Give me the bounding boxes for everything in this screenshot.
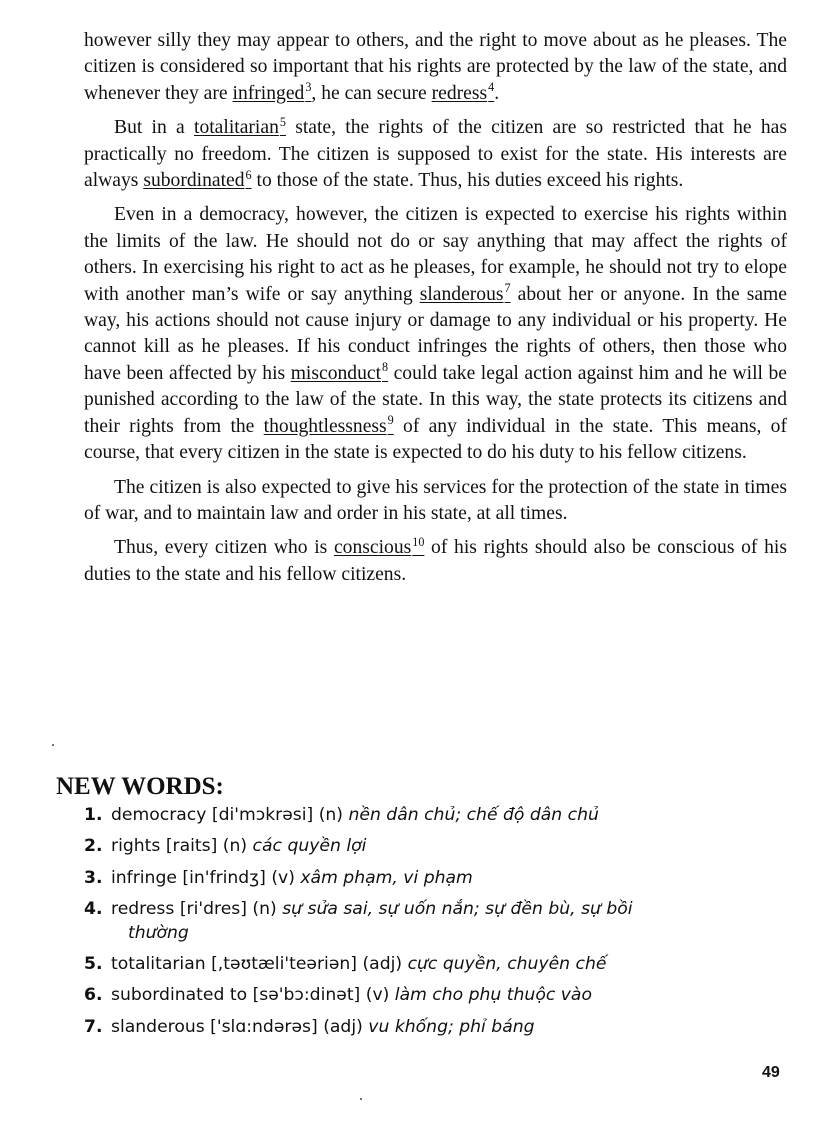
vocab-meaning: cực quyền, chuyên chế <box>407 954 607 975</box>
footnote-ref: 10 <box>412 534 425 549</box>
paragraph-2 <box>84 115 787 194</box>
text-run: Even in a democracy, however, the citizen is expected to exercise his rights within the limits of the law. He should not do or say anything that may affect the rights of others. In exercising his right to act as he pleases, for example, he should not try to elope with another man’s wife or say anything <box>84 204 787 305</box>
text-run: however silly they may appear to others, and the right to move about as he pleases. The citizen is considered so important that his rights are protected by the law of the state, and whenever they are <box>84 30 787 104</box>
text-run: . <box>494 82 500 104</box>
vocab-word: slanderous <box>111 1016 205 1037</box>
vocab-word: subordinated to <box>111 985 248 1006</box>
vocab-item <box>84 1012 784 1043</box>
vocab-meaning: sự sửa sai, sự uốn nắn; sự đền bù, sự bồi <box>282 899 633 920</box>
vocab-meaning-continued: thường <box>128 922 189 943</box>
vocab-number: 2. <box>84 836 103 857</box>
text-run: state, the rights of the citizen are so restricted that he has practically no freedom. The citizen is supposed to exist for the state. His interests are always <box>84 117 787 192</box>
vocab-item <box>84 831 784 862</box>
text-run: of his rights should also be conscious of his duties to the state and his fellow citizens. <box>84 537 787 585</box>
paragraph-3 <box>84 202 787 466</box>
text-run: Thus, every citizen who is <box>114 537 334 559</box>
vocab-word: redress <box>111 899 175 920</box>
vocab-word: democracy <box>111 805 207 825</box>
scan-speck <box>52 744 54 746</box>
vocab-part-of-speech: (adj) <box>362 954 403 975</box>
page-number: 49 <box>762 1064 780 1081</box>
vocab-word: rights <box>111 836 161 857</box>
vocab-meaning: xâm phạm, vi phạm <box>300 867 473 888</box>
vocabulary-list <box>84 800 784 1043</box>
footnote-ref: 9 <box>387 413 394 428</box>
text-run: The citizen is also expected to give his services for the protection of the state in times of war, and to maintain law and order in his state, at all times. <box>84 476 787 524</box>
footnote-ref: 4 <box>488 80 495 95</box>
vocab-part-of-speech: (v) <box>271 867 295 888</box>
vocab-part-of-speech: (v) <box>365 985 390 1006</box>
glossed-word-thoughtlessness: thoughtlessness$^9$ <box>263 413 394 437</box>
vocab-number: 5. <box>84 954 103 975</box>
footnote-ref: 5 <box>279 114 286 129</box>
vocab-number: 3. <box>84 867 103 888</box>
vocab-item <box>84 949 784 980</box>
vocab-pronunciation: ['slɑ:ndərəs] <box>210 1016 318 1037</box>
paragraph-5 <box>84 535 787 588</box>
vocab-number: 6. <box>84 985 103 1006</box>
vocab-pronunciation: [ri'dres] <box>179 899 247 920</box>
vocab-item <box>84 894 784 949</box>
vocab-number: 4. <box>84 899 103 920</box>
vocab-pronunciation: [,təʊtæli'teəriən] <box>211 954 357 975</box>
glossed-word-redress: redress$^4$ <box>431 80 495 104</box>
footnote-ref: 6 <box>245 167 252 182</box>
vocab-meaning: làm cho phụ thuộc vào <box>394 985 592 1006</box>
vocab-pronunciation: [sə'bɔ:dinət] <box>252 985 361 1006</box>
footnote-ref: 3 <box>305 80 312 95</box>
text-run: , he can secure <box>311 82 432 104</box>
text-run: could take legal action against him and he will be punished according to the law of the state. In this way, the state protects its citizens and their rights from the <box>84 362 788 437</box>
vocab-item <box>84 800 784 831</box>
text-run: But in a <box>114 117 194 139</box>
vocab-pronunciation: [raits] <box>165 836 218 857</box>
vocab-item <box>84 863 784 894</box>
footnote-ref: 8 <box>382 360 389 375</box>
glossed-word-misconduct: misconduct$^8$ <box>290 360 389 384</box>
new-words-heading: NEW WORDS: <box>56 773 224 800</box>
vocab-number: 7. <box>84 1016 103 1037</box>
body-text <box>84 28 787 596</box>
vocab-part-of-speech: (n) <box>222 836 248 857</box>
text-run: to those of the state. Thus, his duties exceed his rights. <box>251 170 684 192</box>
vocab-word: totalitarian <box>111 954 206 975</box>
glossed-word-subordinated: subordinated$^6$ <box>143 167 252 192</box>
footnote-ref: 7 <box>504 281 511 296</box>
scan-speck <box>360 1098 362 1100</box>
glossed-word-totalitarian: totalitarian$^5$ <box>194 114 286 139</box>
vocab-meaning: các quyền lợi <box>252 836 367 857</box>
vocab-meaning: vu khống; phỉ báng <box>368 1016 535 1037</box>
vocab-number: 1. <box>84 805 103 825</box>
paragraph-1 <box>84 28 787 107</box>
vocab-pronunciation: [in'frindʒ] <box>182 867 266 888</box>
vocab-part-of-speech: (n) <box>318 805 344 825</box>
vocab-part-of-speech: (adj) <box>323 1016 363 1037</box>
vocab-part-of-speech: (n) <box>252 899 277 920</box>
vocab-item <box>84 980 784 1011</box>
paragraph-4 <box>84 475 787 528</box>
vocab-meaning: nền dân chủ; chế độ dân chủ <box>348 805 599 825</box>
text-run: of any individual in the state. This means, of course, that every citizen in the state is expected to do his duty to his fellow citizens. <box>84 415 787 464</box>
glossed-word-infringed: infringed$^3$ <box>232 80 312 104</box>
vocab-word: infringe <box>111 867 177 888</box>
vocab-pronunciation: [di'mɔkrəsi] <box>211 805 314 825</box>
text-run: about her or anyone. In the same way, his actions should not cause injury or damage to any individual or his property. He cannot kill as he pleases. If his conduct infringes the rights of others, then those who have been affected by his <box>84 283 787 384</box>
glossed-word-slanderous: slanderous$^7$ <box>419 281 511 305</box>
glossed-word-conscious: conscious$^{10}$ <box>333 534 425 559</box>
